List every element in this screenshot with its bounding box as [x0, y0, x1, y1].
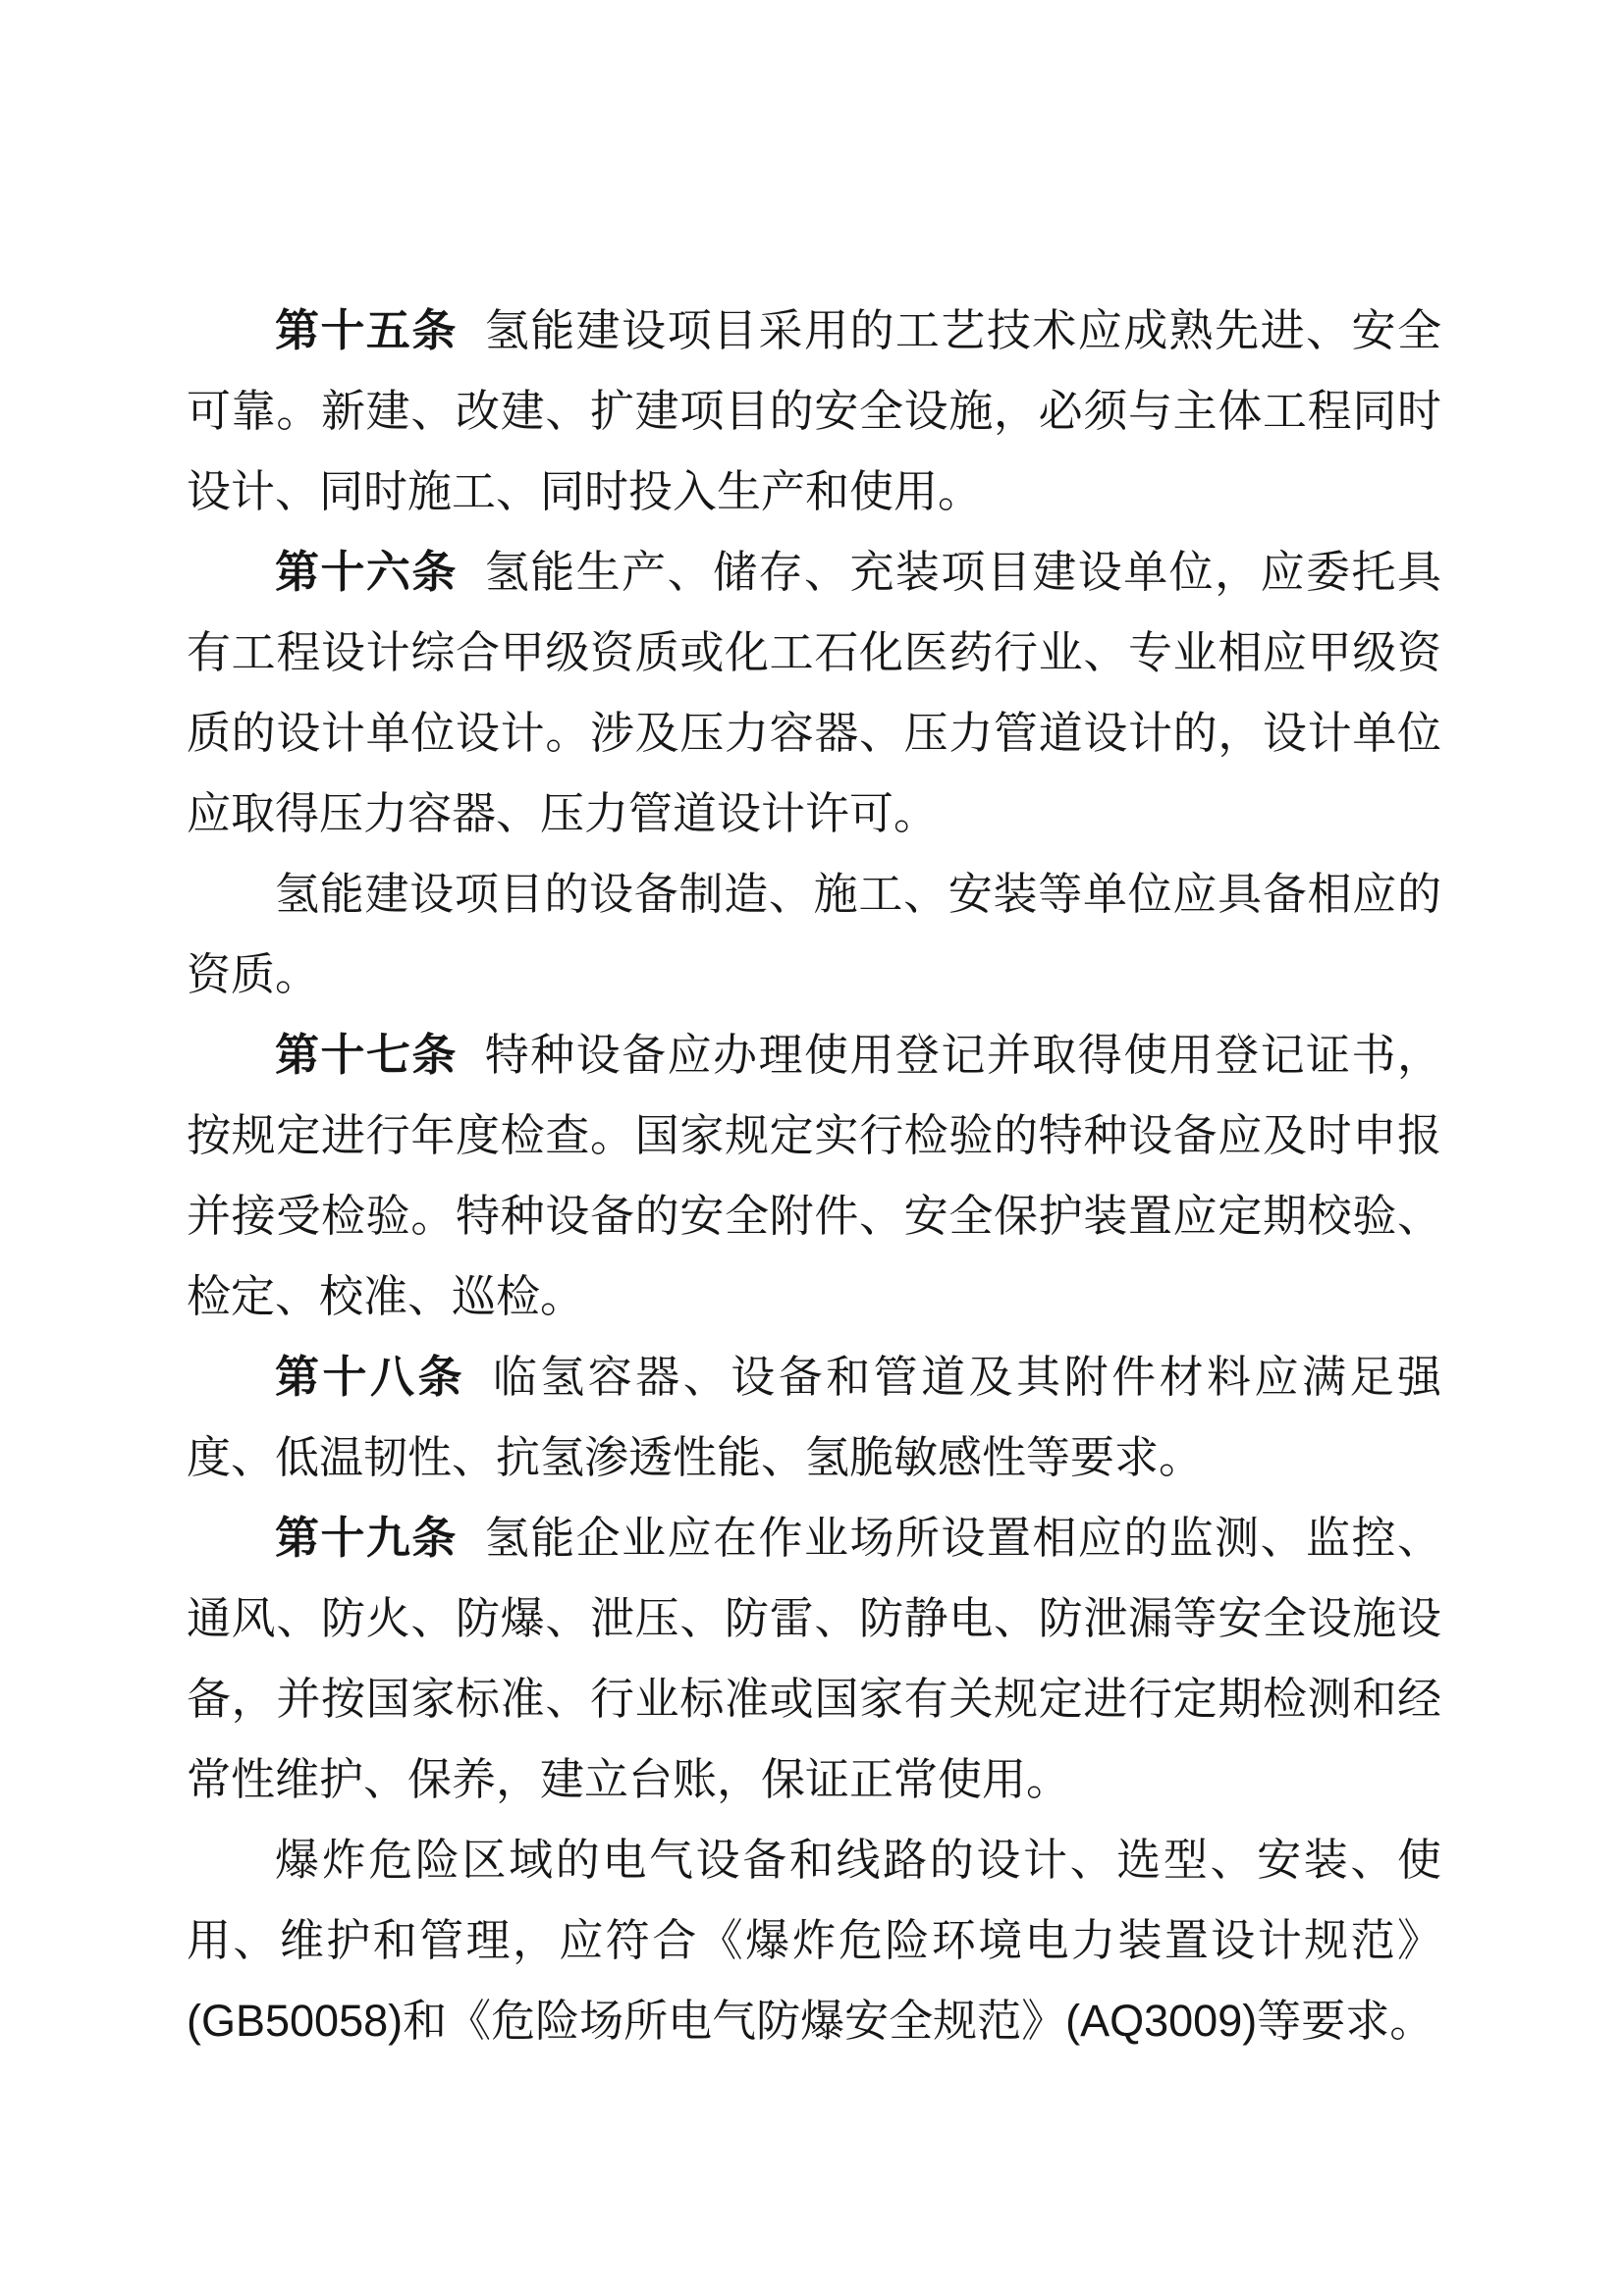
article-number: 第十九条 — [275, 1513, 458, 1563]
paragraph-article-16-continuation — [187, 854, 1441, 1015]
article-number: 第十八条 — [275, 1352, 465, 1402]
paragraph-text: 氢能企业应在作业场所设置相应的监测、监控、通风、防火、防爆、泄压、防雷、防静电、防泄漏等安全设施设备，并按国家标准、行业标准或国家有关规定进行定期检测和经常性维护、保养，建立台账，保证正常使用。 — [187, 1513, 1441, 1804]
document-content — [187, 291, 1441, 2061]
paragraph-text: 氢能生产、储存、充装项目建设单位，应委托具有工程设计综合甲级资质或化工石化医药行业、专业相应甲级资质的设计单位设计。涉及压力容器、压力管道设计的，设计单位应取得压力容器、压力管道设计许可。 — [187, 547, 1441, 838]
paragraph-text: 临氢容器、设备和管道及其附件材料应满足强度、低温韧性、抗氢渗透性能、氢脆敏感性等要求。 — [187, 1352, 1441, 1482]
paragraph-article-19-continuation — [187, 1820, 1441, 2061]
paragraph-article-16 — [187, 532, 1441, 854]
paragraph-text: 特种设备应办理使用登记并取得使用登记证书，按规定进行年度检查。国家规定实行检验的特种设备应及时申报并接受检验。特种设备的安全附件、安全保护装置应定期校验、检定、校准、巡检。 — [187, 1030, 1441, 1321]
article-number: 第十六条 — [275, 547, 458, 597]
article-number: 第十五条 — [275, 305, 458, 355]
paragraph-article-17 — [187, 1015, 1441, 1337]
paragraph-text: 氢能建设项目采用的工艺技术应成熟先进、安全可靠。新建、改建、扩建项目的安全设施，必须与主体工程同时设计、同时施工、同时投入生产和使用。 — [187, 305, 1441, 516]
paragraph-text: 爆炸危险区域的电气设备和线路的设计、选型、安装、使用、维护和管理，应符合《爆炸危险环境电力装置设计规范》(GB50058)和《危险场所电气防爆安全规范》(AQ3009)等要求。 — [187, 1835, 1441, 2046]
paragraph-article-18 — [187, 1337, 1441, 1498]
paragraph-article-15 — [187, 291, 1441, 532]
paragraph-text: 氢能建设项目的设备制造、施工、安装等单位应具备相应的资质。 — [187, 869, 1441, 999]
article-number: 第十七条 — [275, 1030, 458, 1080]
paragraph-article-19 — [187, 1498, 1441, 1820]
